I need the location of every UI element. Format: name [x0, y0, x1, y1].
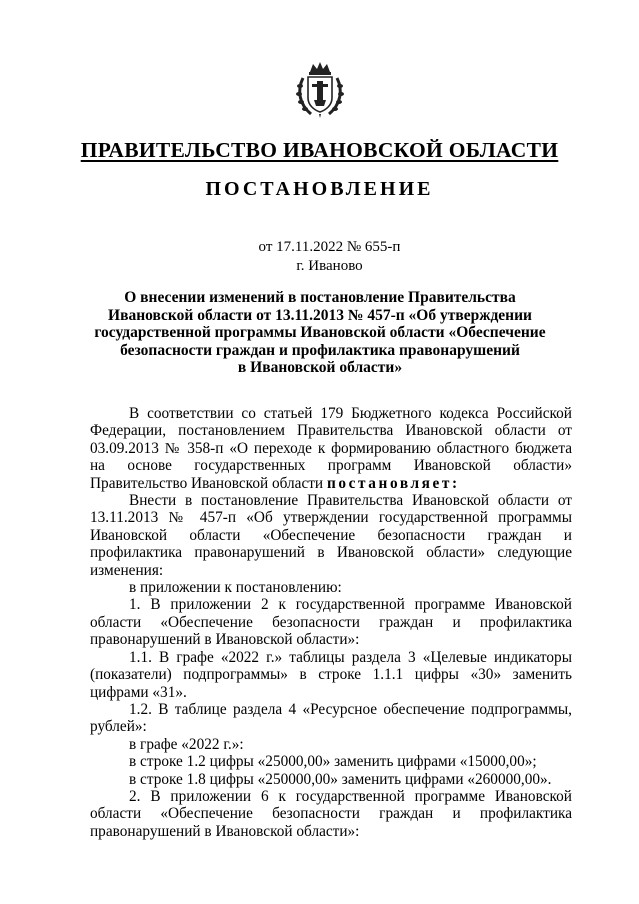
- organization-title: ПРАВИТЕЛЬСТВО ИВАНОВСКОЙ ОБЛАСТИ: [80, 138, 559, 162]
- paragraph-text: В соответствии со статьей 179 Бюджетного кодекса Российской Федерации, постановлением Правительства Ивановской области от 03.09.2013 № 358-п «О переходе к формированию областного бюджета на основе государственных программ Ивановской области» Правительство Ивановской области: [90, 405, 572, 492]
- paragraph: 1.2. В таблице раздела 4 «Ресурсное обеспечение подпрограммы, рублей»:: [90, 700, 572, 736]
- document-type: ПОСТАНОВЛЕНИЕ: [205, 178, 434, 200]
- paragraph: [90, 405, 572, 492]
- subject-line: безопасности граждан и профилактика правонарушений: [120, 341, 520, 359]
- paragraph: в строке 1.2 цифры «25000,00» заменить цифрами «15000,00»;: [129, 753, 537, 771]
- subject-line: Ивановской области от 13.11.2013 № 457-п «Об утверждении: [108, 306, 532, 324]
- paragraph: 1.1. В графе «2022 г.» таблицы раздела 3 «Целевые индикаторы (показатели) подпрограммы» в строке 1.1.1 цифры «30» заменить цифрами «31».: [90, 648, 572, 701]
- paragraph: в строке 1.8 цифры «250000,00» заменить цифрами «260000,00».: [129, 770, 552, 788]
- paragraph: 1. В приложении 2 к государственной программе Ивановской области «Обеспечение безопасности граждан и профилактика правонарушений в Ивановской области»:: [90, 596, 572, 649]
- paragraph: Внести в постановление Правительства Ивановской области от 13.11.2013 № 457-п «Об утверждении государственной программы Ивановской области «Обеспечение безопасности граждан и профилактика правонарушений в Ивановской области» следующие изменения:: [90, 492, 572, 579]
- date-and-number: от 17.11.2022 № 655-п: [258, 239, 401, 255]
- city: г. Иваново: [296, 258, 363, 274]
- subject-line: в Ивановской области»: [237, 359, 403, 376]
- subject-line: О внесении изменений в постановление Правительства: [124, 289, 516, 306]
- coat-of-arms-icon: [295, 60, 345, 118]
- paragraph: в приложении к постановлению:: [129, 579, 342, 597]
- document-body: [90, 405, 572, 840]
- decree-word: постановляет:: [326, 474, 460, 492]
- paragraph: 2. В приложении 6 к государственной программе Ивановской области «Обеспечение безопасности граждан и профилактика правонарушений в Ивановской области»:: [90, 787, 572, 840]
- paragraph: в графе «2022 г.»:: [129, 735, 244, 753]
- subject-line: государственной программы Ивановской области «Обеспечение: [94, 324, 546, 341]
- document-meta: [0, 238, 639, 276]
- document-subject: [80, 289, 560, 377]
